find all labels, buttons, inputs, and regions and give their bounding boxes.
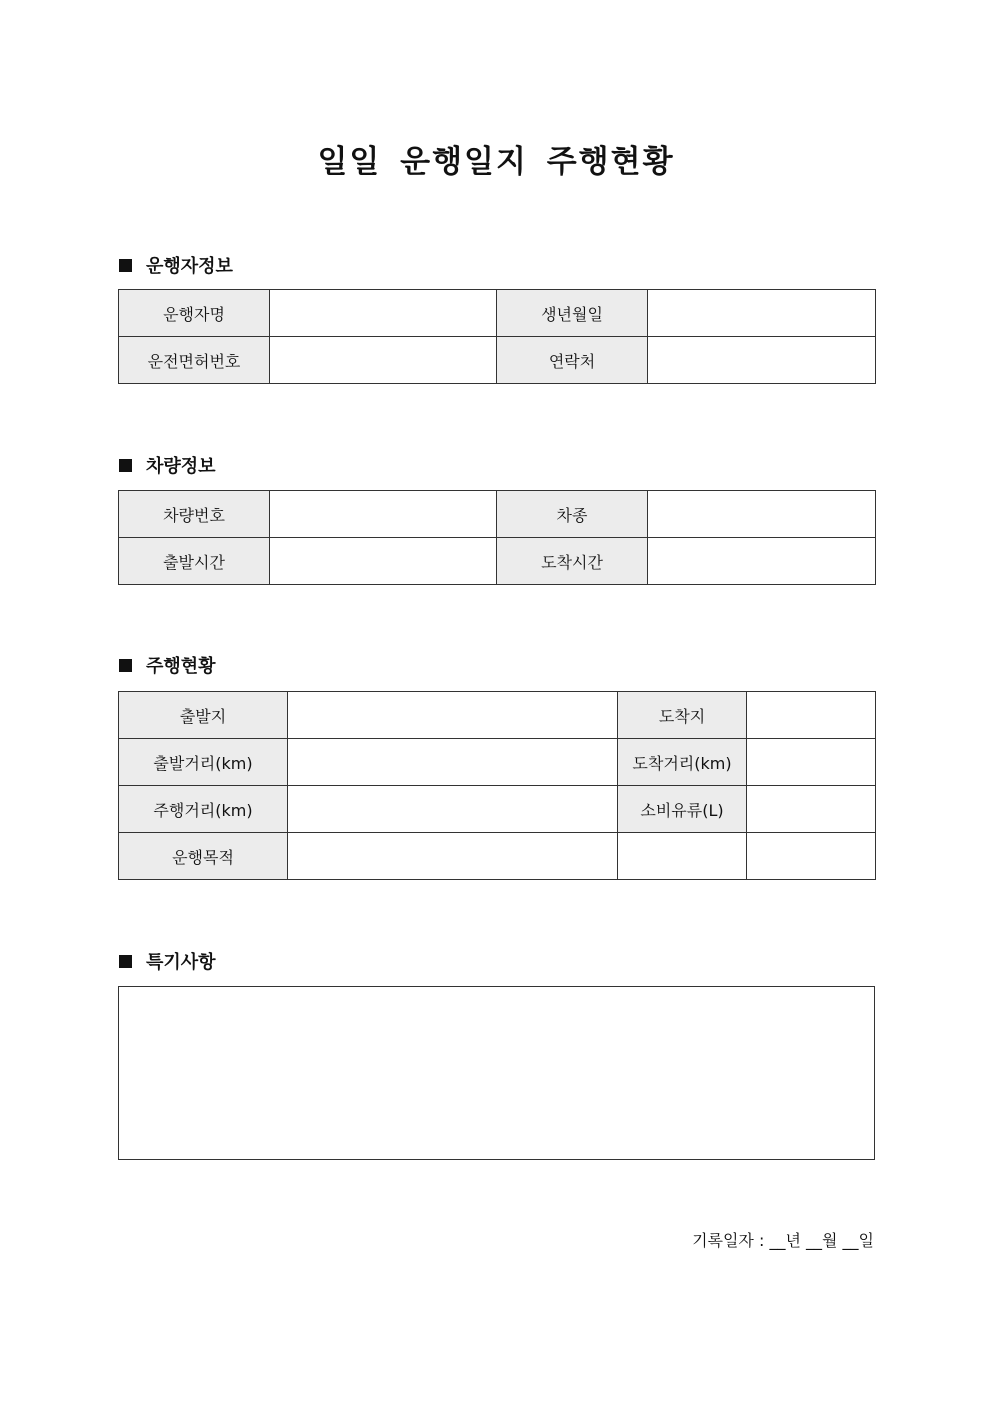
- empty-cell[interactable]: [747, 833, 876, 880]
- section-heading-label: 특기사항: [146, 952, 216, 973]
- label-contact: 연락처: [497, 337, 648, 384]
- table-row: [119, 739, 876, 786]
- square-bullet-icon: [119, 659, 132, 672]
- section-heading-vehicle: [119, 453, 216, 477]
- square-bullet-icon: [119, 259, 132, 272]
- table-row: [119, 290, 876, 337]
- purpose-field[interactable]: [288, 833, 618, 880]
- label-fuel-used: 소비유류(L): [618, 786, 747, 833]
- driver-info-table: [118, 289, 876, 384]
- section-heading-driving: [119, 653, 216, 677]
- table-row: [119, 786, 876, 833]
- end-distance-field[interactable]: [747, 739, 876, 786]
- label-departure-time: 출발시간: [119, 538, 270, 585]
- table-row: [119, 538, 876, 585]
- destination-field[interactable]: [747, 692, 876, 739]
- section-heading-label: 운행자정보: [146, 256, 233, 277]
- label-birth-date: 생년월일: [497, 290, 648, 337]
- vehicle-info-table: [118, 490, 876, 585]
- remarks-field[interactable]: [118, 986, 875, 1160]
- plate-number-field[interactable]: [270, 491, 497, 538]
- page-title: 일일 운행일지 주행현황: [317, 144, 675, 180]
- license-number-field[interactable]: [270, 337, 497, 384]
- table-row: [119, 833, 876, 880]
- section-heading-driver: [119, 253, 233, 277]
- empty-cell[interactable]: [618, 833, 747, 880]
- departure-time-field[interactable]: [270, 538, 497, 585]
- birth-date-field[interactable]: [648, 290, 876, 337]
- section-heading-label: 주행현황: [146, 656, 216, 677]
- section-heading-label: 차량정보: [146, 456, 216, 477]
- table-row: [119, 692, 876, 739]
- driver-name-field[interactable]: [270, 290, 497, 337]
- driven-distance-field[interactable]: [288, 786, 618, 833]
- section-heading-remarks: [119, 949, 216, 973]
- table-row: [119, 491, 876, 538]
- label-plate-number: 차량번호: [119, 491, 270, 538]
- label-destination: 도착지: [618, 692, 747, 739]
- origin-field[interactable]: [288, 692, 618, 739]
- label-driven-distance: 주행거리(km): [119, 786, 288, 833]
- record-date: 기록일자 : __년 __월 __일: [692, 1231, 874, 1250]
- label-arrival-time: 도착시간: [497, 538, 648, 585]
- table-row: [119, 337, 876, 384]
- square-bullet-icon: [119, 955, 132, 968]
- label-license-number: 운전면허번호: [119, 337, 270, 384]
- start-distance-field[interactable]: [288, 739, 618, 786]
- label-end-distance: 도착거리(km): [618, 739, 747, 786]
- label-origin: 출발지: [119, 692, 288, 739]
- driving-status-table: [118, 691, 876, 880]
- fuel-used-field[interactable]: [747, 786, 876, 833]
- arrival-time-field[interactable]: [648, 538, 876, 585]
- label-start-distance: 출발거리(km): [119, 739, 288, 786]
- contact-field[interactable]: [648, 337, 876, 384]
- vehicle-model-field[interactable]: [648, 491, 876, 538]
- label-purpose: 운행목적: [119, 833, 288, 880]
- label-vehicle-model: 차종: [497, 491, 648, 538]
- square-bullet-icon: [119, 459, 132, 472]
- label-driver-name: 운행자명: [119, 290, 270, 337]
